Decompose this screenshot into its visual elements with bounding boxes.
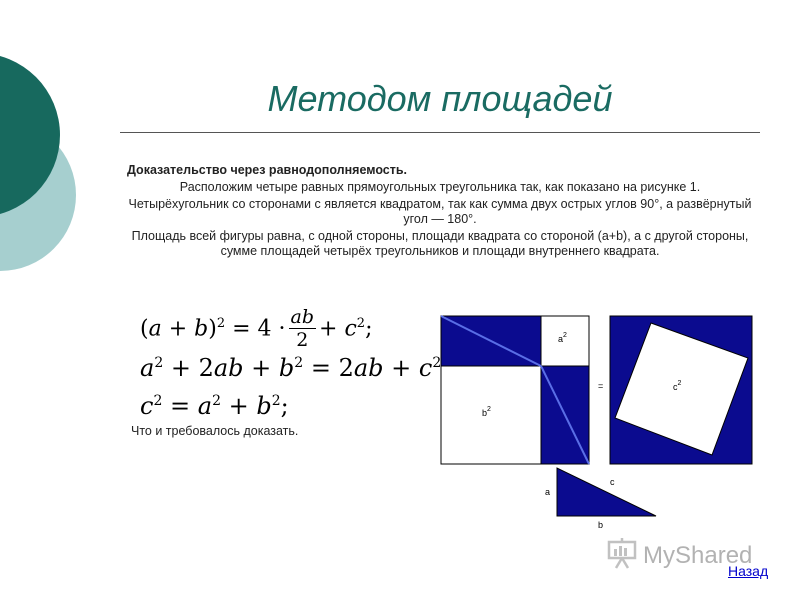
formula-2-text: [140, 354, 153, 355]
title-divider: [120, 132, 760, 133]
back-link[interactable]: Назад: [728, 563, 769, 579]
formula-2: $a^2 + 2ab + b^2 = 2ab + c^2$: [140, 354, 442, 382]
watermark-text: MyShared: [643, 542, 753, 569]
presentation-icon: [609, 538, 635, 568]
proof-text: [127, 163, 753, 261]
formula-3: $c^2 = a^2 + b^2$;: [140, 392, 289, 420]
proof-paragraph-3: Площадь всей фигуры равна, с одной стороны, площади квадрата со стороной (a+b), а с другой стороны, сумме площадей четырёх треугольников и площади внутреннего квадрата.: [131, 229, 749, 258]
slide-decoration: [0, 0, 90, 340]
equals-sign: =: [598, 381, 604, 391]
proof-heading: Доказательство через равнодополняемость.: [127, 163, 408, 177]
label-a2: $a^2$: [558, 332, 567, 344]
triangle-label-a: a: [545, 487, 551, 497]
proof-paragraph-2: Четырёхугольник со сторонами c является квадратом, так как сумма двух острых углов 90°, а развёрнутый угол — 180°.: [128, 197, 752, 226]
square-a2: [541, 316, 589, 366]
formula-1-text: [140, 306, 152, 307]
triangle-label-c: c: [610, 477, 615, 487]
triangle-label-b: b: [598, 520, 604, 530]
proof-figure: [438, 312, 778, 542]
formula-1: $(a + b)^2 = 4$ · $\frac{ab}{2}$ + $c^2$;: [140, 306, 373, 351]
slide-title: Методом площадей: [267, 78, 613, 119]
proof-paragraph-1: Расположим четыре равных прямоугольных треугольника так, как показано на рисунке 1.: [179, 180, 701, 194]
square-b2: [441, 366, 541, 464]
label-b2: $b^2$: [482, 406, 491, 418]
right-triangle: [557, 468, 656, 516]
formula-3-text: [140, 392, 146, 393]
label-c2: $c^2$: [673, 380, 682, 392]
qed-text: Что и требовалось доказать.: [131, 424, 299, 438]
